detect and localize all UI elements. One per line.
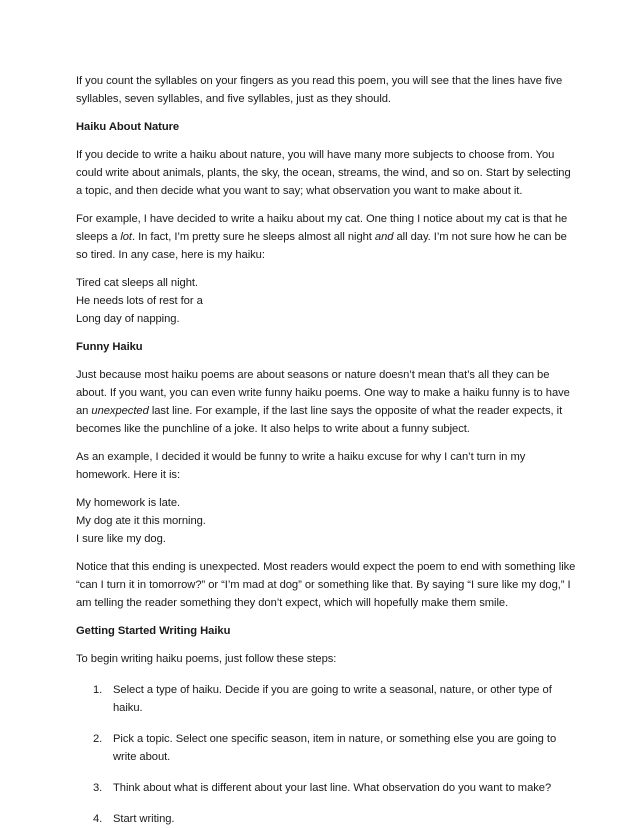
emphasis-unexpected: unexpected xyxy=(91,405,149,417)
list-number: 1. xyxy=(93,684,103,696)
poem-line: My homework is late. xyxy=(76,497,181,509)
funny-heading: Funny Haiku xyxy=(76,341,143,353)
list-item xyxy=(76,730,576,766)
getting-started-intro: To begin writing haiku poems, just follow these steps: xyxy=(76,653,337,665)
list-item-text: Pick a topic. Select one specific season, item in nature, or something else you are going to write about. xyxy=(113,733,557,763)
list-number: 2. xyxy=(93,733,103,745)
list-number: 3. xyxy=(93,782,103,794)
intro-paragraph: If you count the syllables on your fingers as you read this poem, you will see that the lines have five syllables, seven syllables, and five syllables, just as they should. xyxy=(76,75,563,105)
text-run: last line. For example, if the last line says the opposite of what the reader expects, it becomes like the punchline of a joke. It also helps to write about a funny subject. xyxy=(76,405,563,435)
emphasis-and: and xyxy=(374,231,394,243)
poem-line: My dog ate it this morning. xyxy=(76,515,206,527)
poem-line: Long day of napping. xyxy=(76,313,180,325)
nature-paragraph-2 xyxy=(76,210,576,264)
text-run: For example, I have decided to write a haiku about my cat. One thing I notice about my cat is that he sleeps a xyxy=(76,213,568,243)
funny-paragraph-3: Notice that this ending is unexpected. Most readers would expect the poem to end with something like “can I turn it in tomorrow?” or “I’m mad at dog” or something like that. By saying “I sure like my dog,” I am telling the reader something they don’t expect, which will hopefully make them smile. xyxy=(76,561,576,609)
steps-list xyxy=(76,681,576,828)
getting-started-heading: Getting Started Writing Haiku xyxy=(76,625,231,637)
emphasis-lot: lot xyxy=(120,231,132,243)
list-item-text: Start writing. xyxy=(113,813,175,825)
list-item-text: Select a type of haiku. Decide if you are going to write a seasonal, nature, or other type of haiku. xyxy=(113,684,552,714)
funny-paragraph-2: As an example, I decided it would be funny to write a haiku excuse for why I can’t turn in my homework. Here it is: xyxy=(76,451,526,481)
nature-paragraph-1: If you decide to write a haiku about nature, you will have many more subjects to choose from. You could write about animals, plants, the sky, the ocean, streams, the wind, and so on. Start by selecting a topic, and then decide what you want to say; what observation you want to make about it. xyxy=(76,149,571,197)
homework-haiku xyxy=(76,494,576,548)
list-item xyxy=(76,681,576,717)
cat-haiku xyxy=(76,274,576,328)
poem-line: Tired cat sleeps all night. xyxy=(76,277,198,289)
poem-line: I sure like my dog. xyxy=(76,533,166,545)
funny-paragraph-1 xyxy=(76,366,576,438)
list-item-text: Think about what is different about your last line. What observation do you want to make? xyxy=(113,782,552,794)
nature-heading: Haiku About Nature xyxy=(76,121,180,133)
text-run: all day. I’m not sure how he can be so tired. In any case, here is my haiku: xyxy=(76,231,567,261)
list-item xyxy=(76,779,576,797)
text-run: Just because most haiku poems are about seasons or nature doesn’t mean that’s all they can be about. If you want, you can even write funny haiku poems. One way to make a haiku funny is to have an xyxy=(76,369,570,417)
poem-line: He needs lots of rest for a xyxy=(76,295,203,307)
text-run: . In fact, I’m pretty sure he sleeps almost all night xyxy=(132,231,375,243)
list-number: 4. xyxy=(93,813,103,825)
list-item xyxy=(76,810,576,828)
